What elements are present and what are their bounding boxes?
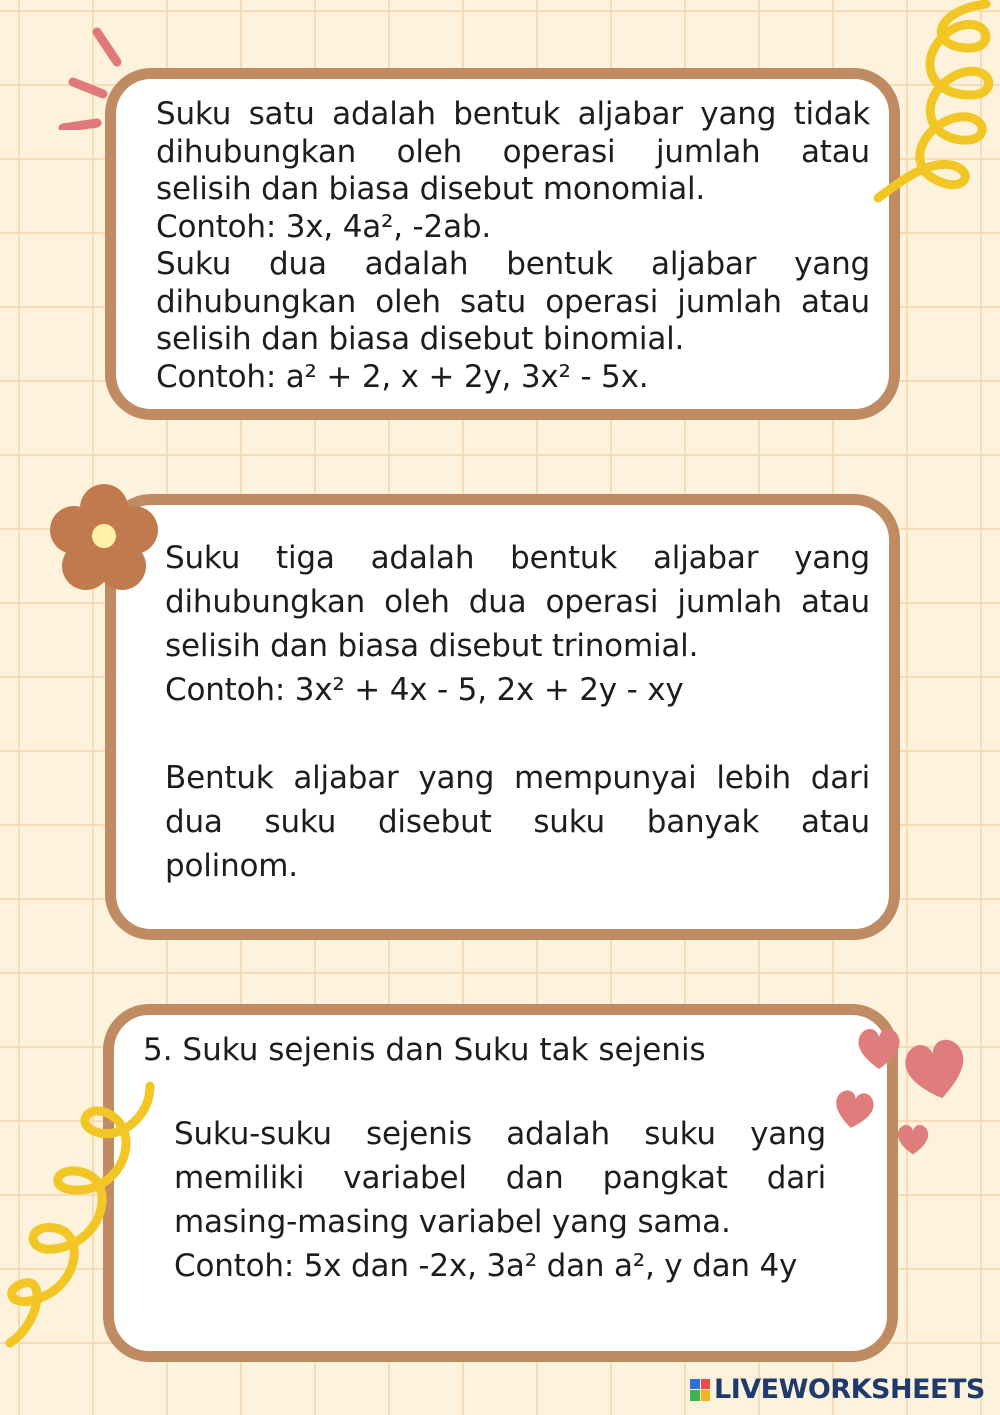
trinomial-text [165,536,870,712]
heart-icon [855,1025,903,1071]
suku-sejenis-text [174,1112,826,1288]
text-line: Suku tiga adalah bentuk aljabar yang [165,540,870,576]
watermark-text: LIVEWORKSHEETS [714,1374,985,1405]
text-line: Contoh: 5x dan -2x, 3a² dan a², y dan 4y [174,1248,798,1284]
text-line: polinom. [165,848,298,884]
liveworksheets-logo-icon [690,1379,710,1401]
text-line: selisih dan biasa disebut binomial. [156,321,685,357]
text-line: dihubungkan oleh satu operasi jumlah atau [156,283,870,320]
heart-icon [832,1088,876,1130]
heart-icon [902,1036,970,1102]
text-line: Suku satu adalah bentuk aljabar yang tidak [156,96,870,132]
section-heading: 5. Suku sejenis dan Suku tak sejenis [143,1032,706,1068]
text-line: Suku-suku sejenis adalah suku yang [174,1116,826,1152]
monomial-binomial-text [156,96,870,396]
text-line: Bentuk aljabar yang mempunyai lebih dari [165,760,870,796]
liveworksheets-watermark [690,1374,985,1405]
text-line: memiliki variabel dan pangkat dari [174,1160,826,1196]
text-line: dihubungkan oleh dua operasi jumlah atau [165,584,870,620]
text-line: selisih dan biasa disebut monomial. [156,171,706,207]
swirl-decoration [0,1078,160,1358]
text-line: masing-masing variabel yang sama. [174,1204,731,1240]
text-line: Contoh: 3x² + 4x - 5, 2x + 2y - xy [165,672,684,708]
polinom-text [165,756,870,888]
text-line: selisih dan biasa disebut trinomial. [165,628,699,664]
text-line: dua suku disebut suku banyak atau [165,804,870,840]
flower-icon [48,482,160,594]
text-line: Suku dua adalah bentuk aljabar yang [156,246,870,282]
text-line: dihubungkan oleh operasi jumlah atau [156,133,870,170]
text-line: Contoh: 3x, 4a², -2ab. [156,208,491,245]
heart-icon [895,1122,931,1156]
text-line: Contoh: a² + 2, x + 2y, 3x² - 5x. [156,358,649,395]
swirl-decoration [866,0,1000,210]
